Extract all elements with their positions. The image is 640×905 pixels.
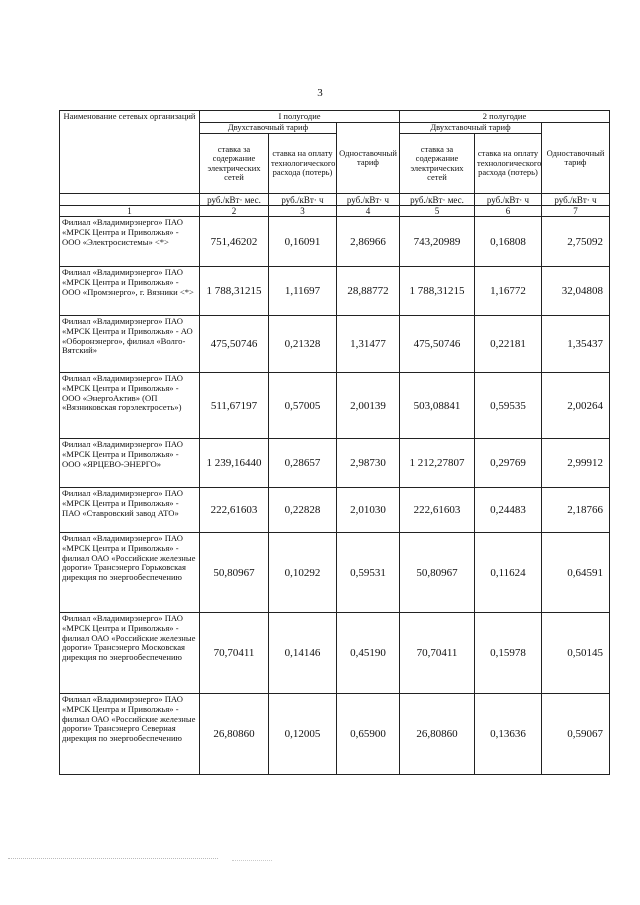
loss-rate-h1: 1,11697 [269, 267, 337, 316]
maintenance-rate-h1: 511,67197 [200, 373, 269, 439]
single-tariff-h1: 2,00139 [337, 373, 400, 439]
loss-rate-h2: 0,29769 [475, 439, 542, 488]
table-row [60, 439, 610, 488]
maintenance-rate-h2: 1 788,31215 [400, 267, 475, 316]
half1-header: I полугодие [200, 111, 400, 123]
maintenance-rate-header-1: ставка за содержание электрических сетей [200, 134, 269, 194]
column-number: 4 [337, 206, 400, 217]
loss-rate-h1: 0,14146 [269, 613, 337, 694]
unit-label: руб./кВт· ч [542, 194, 610, 206]
column-number: 6 [475, 206, 542, 217]
loss-rate-header-1: ставка на оплату технологического расхода (потерь) [269, 134, 337, 194]
maintenance-rate-h1: 1 239,16440 [200, 439, 269, 488]
column-number: 7 [542, 206, 610, 217]
maintenance-rate-h2: 26,80860 [400, 694, 475, 775]
single-tariff-header-2: Одноставочный тариф [542, 123, 610, 194]
tariff-table [59, 110, 610, 775]
maintenance-rate-h2: 475,50746 [400, 316, 475, 373]
scan-artifact-line [8, 858, 218, 859]
org-column-header: Наименование сетевых организаций [60, 111, 200, 194]
unit-label: руб./кВт· ч [475, 194, 542, 206]
table-row [60, 217, 610, 267]
maintenance-rate-h1: 26,80860 [200, 694, 269, 775]
maintenance-rate-h2: 70,70411 [400, 613, 475, 694]
loss-rate-h1: 0,21328 [269, 316, 337, 373]
loss-rate-h1: 0,57005 [269, 373, 337, 439]
single-tariff-h2: 0,64591 [542, 533, 610, 613]
single-tariff-h1: 28,88772 [337, 267, 400, 316]
single-tariff-h2: 2,75092 [542, 217, 610, 267]
organization-name: Филиал «Владимирэнерго» ПАО «МРСК Центра и Приволжья» - ПАО «Ставровский завод АТО» [60, 488, 200, 533]
organization-name: Филиал «Владимирэнерго» ПАО «МРСК Центра и Приволжья» - филиал ОАО «Российские железные дороги» Трансэнерго Северная дирекция по энергообеспечению [60, 694, 200, 775]
unit-label: руб./кВт· мес. [400, 194, 475, 206]
loss-rate-h2: 0,11624 [475, 533, 542, 613]
maintenance-rate-h2: 503,08841 [400, 373, 475, 439]
single-tariff-h1: 2,98730 [337, 439, 400, 488]
column-number: 3 [269, 206, 337, 217]
organization-name: Филиал «Владимирэнерго» ПАО «МРСК Центра и Приволжья» - АО «Оборонэнерго», филиал «Волго-Вятский» [60, 316, 200, 373]
single-tariff-h2: 0,50145 [542, 613, 610, 694]
single-tariff-h2: 1,35437 [542, 316, 610, 373]
single-tariff-h1: 0,65900 [337, 694, 400, 775]
column-number: 5 [400, 206, 475, 217]
single-tariff-h2: 2,99912 [542, 439, 610, 488]
loss-rate-h2: 0,13636 [475, 694, 542, 775]
single-tariff-h2: 32,04808 [542, 267, 610, 316]
loss-rate-h2: 1,16772 [475, 267, 542, 316]
organization-name: Филиал «Владимирэнерго» ПАО «МРСК Центра и Приволжья» - ООО «ЭнергоАктив» (ОП «Вязниковская горэлектросеть») [60, 373, 200, 439]
maintenance-rate-h1: 222,61603 [200, 488, 269, 533]
organization-name: Филиал «Владимирэнерго» ПАО «МРСК Центра и Приволжья» - филиал ОАО «Российские железные дороги» Трансэнерго Московская дирекция по энергообеспечению [60, 613, 200, 694]
unit-label: руб./кВт· ч [269, 194, 337, 206]
maintenance-rate-h2: 1 212,27807 [400, 439, 475, 488]
table-row [60, 373, 610, 439]
loss-rate-h1: 0,28657 [269, 439, 337, 488]
maintenance-rate-header-2: ставка за содержание электрических сетей [400, 134, 475, 194]
loss-rate-h1: 0,22828 [269, 488, 337, 533]
table-row [60, 316, 610, 373]
table-row [60, 488, 610, 533]
loss-rate-h2: 0,15978 [475, 613, 542, 694]
maintenance-rate-h1: 751,46202 [200, 217, 269, 267]
column-number: 1 [60, 206, 200, 217]
maintenance-rate-h2: 50,80967 [400, 533, 475, 613]
single-tariff-h1: 2,01030 [337, 488, 400, 533]
loss-rate-h1: 0,10292 [269, 533, 337, 613]
scan-artifact-line [232, 860, 272, 861]
column-number: 2 [200, 206, 269, 217]
organization-name: Филиал «Владимирэнерго» ПАО «МРСК Центра и Приволжья» - филиал ОАО «Российские железные дороги» Трансэнерго Горьковская дирекция по энергообеспечению [60, 533, 200, 613]
single-tariff-header-1: Одноставочный тариф [337, 123, 400, 194]
organization-name: Филиал «Владимирэнерго» ПАО «МРСК Центра и Приволжья» - ООО «Промэнерго», г. Вязники <*> [60, 267, 200, 316]
single-tariff-h1: 1,31477 [337, 316, 400, 373]
single-tariff-h2: 2,18766 [542, 488, 610, 533]
organization-name: Филиал «Владимирэнерго» ПАО «МРСК Центра и Приволжья» - ООО «ЯРЦЕВО-ЭНЕРГО» [60, 439, 200, 488]
two-part-tariff-header-1: Двухставочный тариф [200, 123, 337, 134]
single-tariff-h1: 0,45190 [337, 613, 400, 694]
loss-rate-h2: 0,22181 [475, 316, 542, 373]
loss-rate-h1: 0,12005 [269, 694, 337, 775]
maintenance-rate-h1: 50,80967 [200, 533, 269, 613]
table-row [60, 267, 610, 316]
maintenance-rate-h1: 475,50746 [200, 316, 269, 373]
two-part-tariff-header-2: Двухставочный тариф [400, 123, 542, 134]
maintenance-rate-h1: 70,70411 [200, 613, 269, 694]
single-tariff-h2: 2,00264 [542, 373, 610, 439]
loss-rate-h2: 0,59535 [475, 373, 542, 439]
single-tariff-h2: 0,59067 [542, 694, 610, 775]
maintenance-rate-h1: 1 788,31215 [200, 267, 269, 316]
table-row [60, 613, 610, 694]
unit-label: руб./кВт· мес. [200, 194, 269, 206]
maintenance-rate-h2: 222,61603 [400, 488, 475, 533]
maintenance-rate-h2: 743,20989 [400, 217, 475, 267]
loss-rate-h2: 0,16808 [475, 217, 542, 267]
organization-name: Филиал «Владимирэнерго» ПАО «МРСК Центра и Приволжья» - ООО «Электросистемы» <*> [60, 217, 200, 267]
page-number: 3 [317, 87, 323, 99]
loss-rate-header-2: ставка на оплату технологического расхода (потерь) [475, 134, 542, 194]
unit-label: руб./кВт· ч [337, 194, 400, 206]
table-row [60, 533, 610, 613]
units-spacer [60, 194, 200, 206]
loss-rate-h1: 0,16091 [269, 217, 337, 267]
single-tariff-h1: 0,59531 [337, 533, 400, 613]
table-row [60, 694, 610, 775]
half2-header: 2 полугодие [400, 111, 610, 123]
single-tariff-h1: 2,86966 [337, 217, 400, 267]
loss-rate-h2: 0,24483 [475, 488, 542, 533]
